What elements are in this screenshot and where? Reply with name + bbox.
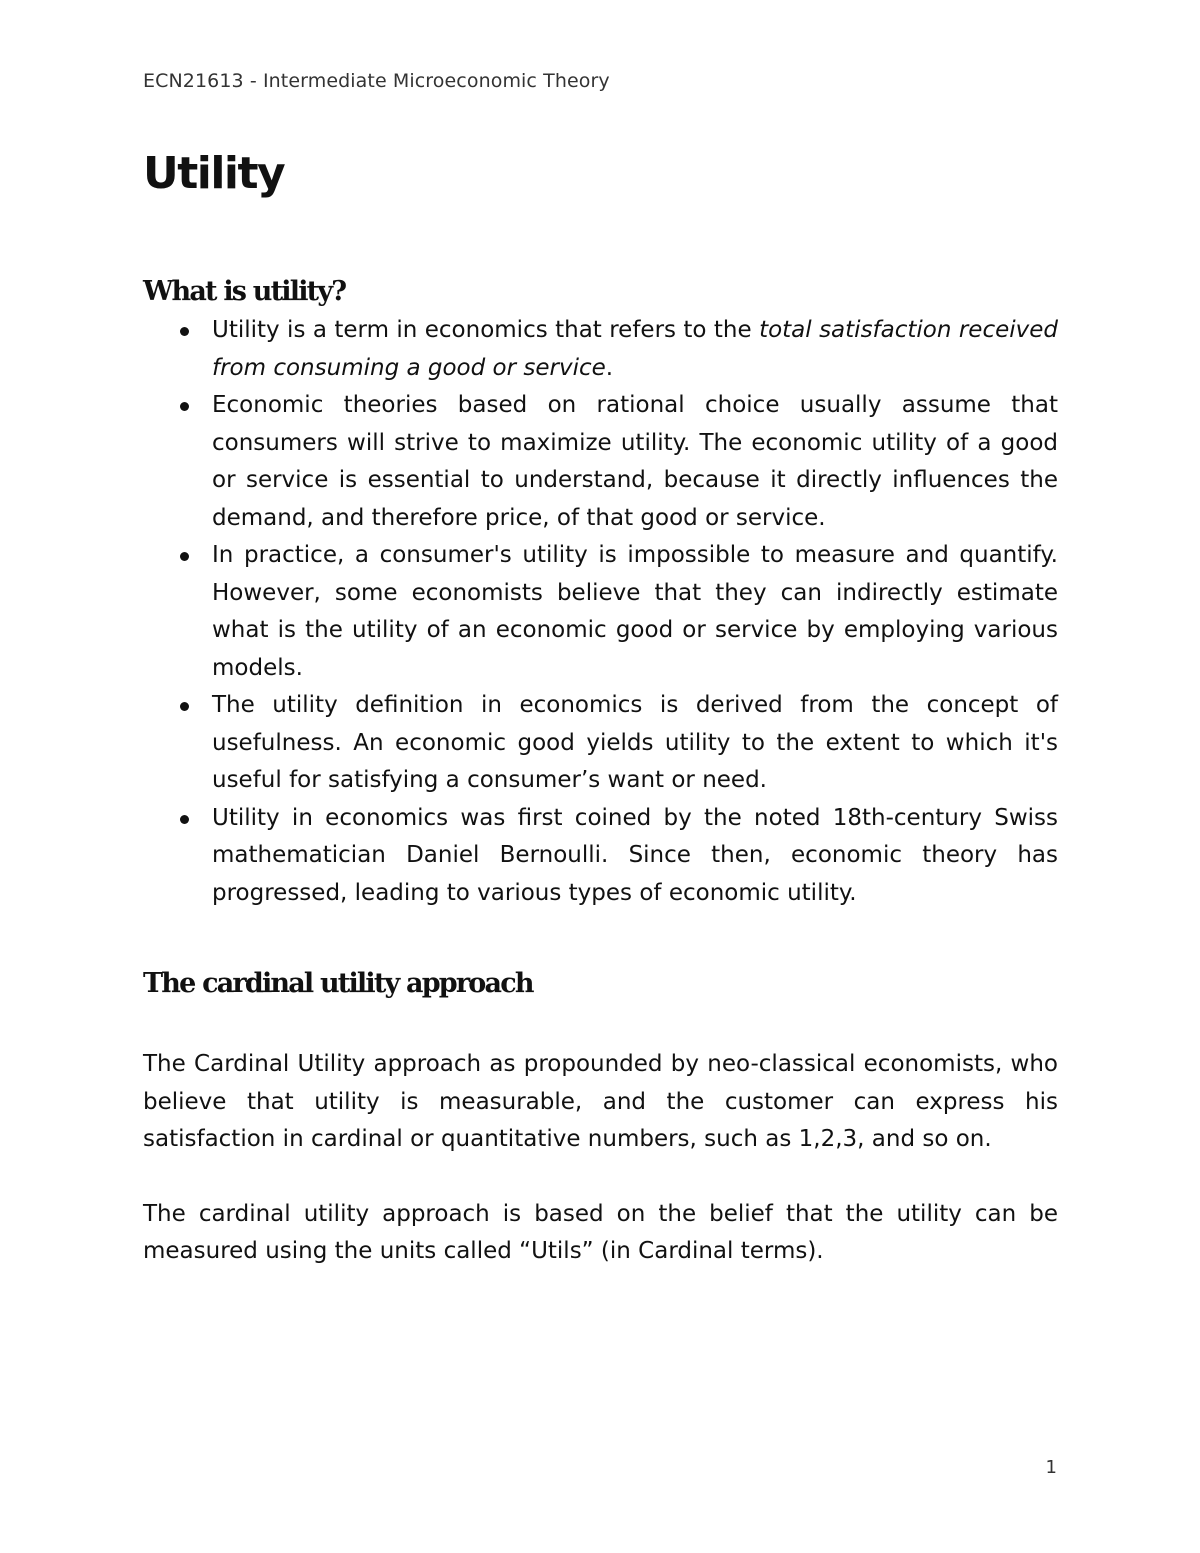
- list-item: [143, 387, 1058, 537]
- list-item: [143, 800, 1058, 913]
- page-number: 1: [1045, 1457, 1057, 1478]
- bullet-text: The utility definition in economics is derived from the concept of usefulness. An economic good yields utility to the extent to which it's useful for satisfying a consumer’s want or need.: [212, 692, 1058, 793]
- bullet-text: Economic theories based on rational choice usually assume that consumers will strive to maximize utility. The economic utility of a good or service is essential to understand, because it directly influences the demand, and therefore price, of that good or service.: [212, 392, 1058, 531]
- list-item: [143, 537, 1058, 687]
- bullet-text: In practice, a consumer's utility is impossible to measure and quantify. However, some economists believe that they can indirectly estimate what is the utility of an economic good or service by employing various models.: [212, 542, 1058, 681]
- section-heading-what-is-utility: What is utility?: [143, 276, 346, 307]
- paragraph-cardinal-definition: The Cardinal Utility approach as propounded by neo-classical economists, who believe that utility is measurable, and the customer can express his satisfaction in cardinal or quantitative numbers, such as 1,2,3, and so on.: [143, 1051, 1058, 1152]
- bullet-icon: [180, 327, 189, 336]
- bullet-italic-text: total satisfaction received from consuming a good or service: [212, 317, 1059, 381]
- running-header: ECN21613 - Intermediate Microeconomic Theory: [143, 70, 610, 92]
- page-title: Utility: [143, 148, 285, 199]
- bullet-icon: [180, 552, 189, 561]
- bullet-icon: [180, 815, 189, 824]
- list-item: [143, 687, 1058, 800]
- list-item: [143, 312, 1058, 387]
- section-heading-cardinal-utility: The cardinal utility approach: [143, 968, 533, 999]
- bullet-text-start: Utility is a term in economics that refers to the: [212, 317, 760, 343]
- paragraph-utils: The cardinal utility approach is based on the belief that the utility can be measured using the units called “Utils” (in Cardinal terms).: [143, 1200, 1058, 1264]
- utility-bullet-list: [143, 312, 1058, 912]
- bullet-icon: [180, 402, 189, 411]
- bullet-icon: [180, 702, 189, 711]
- bullet-text: Utility in economics was first coined by the noted 18th-century Swiss mathematician Daniel Bernoulli. Since then, economic theory has progressed, leading to various types of economic utility.: [212, 804, 1058, 906]
- page-content: [143, 140, 1058, 1271]
- bullet-text-end: .: [605, 354, 614, 381]
